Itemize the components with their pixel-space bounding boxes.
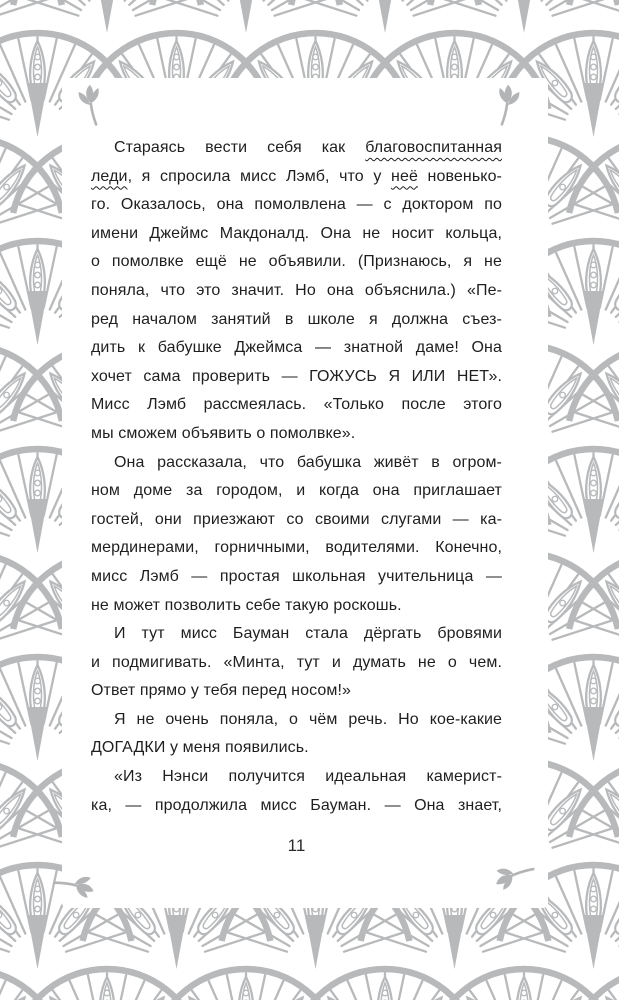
text-line (91, 248, 502, 277)
text-line (91, 620, 502, 649)
text-segment: мердинерами, горничными, водителями. Конечно, (91, 539, 502, 557)
text-line (91, 792, 502, 821)
wavy-underlined-word: благовоспитанная (365, 139, 502, 156)
text-line (91, 763, 502, 792)
text-segment: «Из Нэнси получится идеальная камерист- (114, 768, 502, 786)
text-line (91, 420, 502, 449)
text-line (91, 677, 502, 706)
text-segment: мы сможем объявить о помолвке». (91, 424, 356, 442)
text-line (91, 706, 502, 735)
text-segment: гостей, они приезжают со своими слугами — ка- (91, 510, 502, 528)
wavy-underlined-word: неё (391, 167, 418, 185)
text-line (91, 163, 502, 192)
text-segment: , я спросила мисс Лэмб, что у (127, 167, 392, 185)
page-number: 11 (287, 836, 306, 855)
text-segment: не может позволить себе такую роскошь. (91, 596, 402, 614)
text-line (91, 477, 502, 506)
text-line (91, 592, 502, 621)
text-segment: о помолвке ещё не объявили. (Признаюсь, я не (91, 253, 502, 271)
text-segment: Ответ прямо у тебя перед носом!» (91, 682, 352, 700)
text-segment: хочет сама проверить — ГОЖУСЬ Я ИЛИ НЕТ». (91, 367, 502, 385)
text-segment: Мисс Лэмб рассмеялась. «Только после этого (91, 396, 502, 414)
text-segment: ДОГАДКИ у меня появились. (91, 739, 309, 757)
text-segment: ред началом занятий в школе я должна съез- (91, 310, 502, 328)
text-line (91, 191, 502, 220)
text-segment: и подмигивать. «Минта, тут и думать не о чем. (91, 653, 502, 671)
text-segment: дить к бабушке Джеймса — знатной даме! Она (91, 339, 502, 357)
text-line (91, 363, 502, 392)
text-segment: Стараясь вести себя как (114, 139, 366, 156)
text-line (91, 449, 502, 478)
text-line (91, 134, 502, 163)
text-line (91, 220, 502, 249)
text-line (91, 277, 502, 306)
text-segment: поняла, что это значит. Но она объяснила.) «Пе- (91, 281, 502, 299)
text-segment: Я не очень поняла, о чём речь. Но кое-какие (114, 710, 502, 728)
body-text (91, 134, 502, 820)
text-segment: го. Оказалось, она помолвлена — с доктором по (91, 196, 502, 214)
text-segment: ном доме за городом, и когда она приглашает (91, 482, 502, 500)
wavy-underlined-word: леди (91, 167, 128, 185)
text-line (91, 391, 502, 420)
text-line (91, 306, 502, 335)
text-segment: новенько- (417, 167, 502, 185)
text-line (91, 649, 502, 678)
text-line (91, 734, 502, 763)
text-segment: И тут мисс Бауман стала дёргать бровями (114, 625, 502, 643)
text-line (91, 563, 502, 592)
text-line (91, 334, 502, 363)
text-segment: мисс Лэмб — простая школьная учительница — (91, 567, 502, 585)
text-segment: ка, — продолжила мисс Бауман. — Она знает, (91, 796, 502, 814)
text-line (91, 534, 502, 563)
text-segment: имени Джеймс Макдоналд. Она не носит кольца, (91, 224, 502, 242)
text-segment: Она рассказала, что бабушка живёт в огром- (114, 453, 502, 471)
text-line (91, 506, 502, 535)
